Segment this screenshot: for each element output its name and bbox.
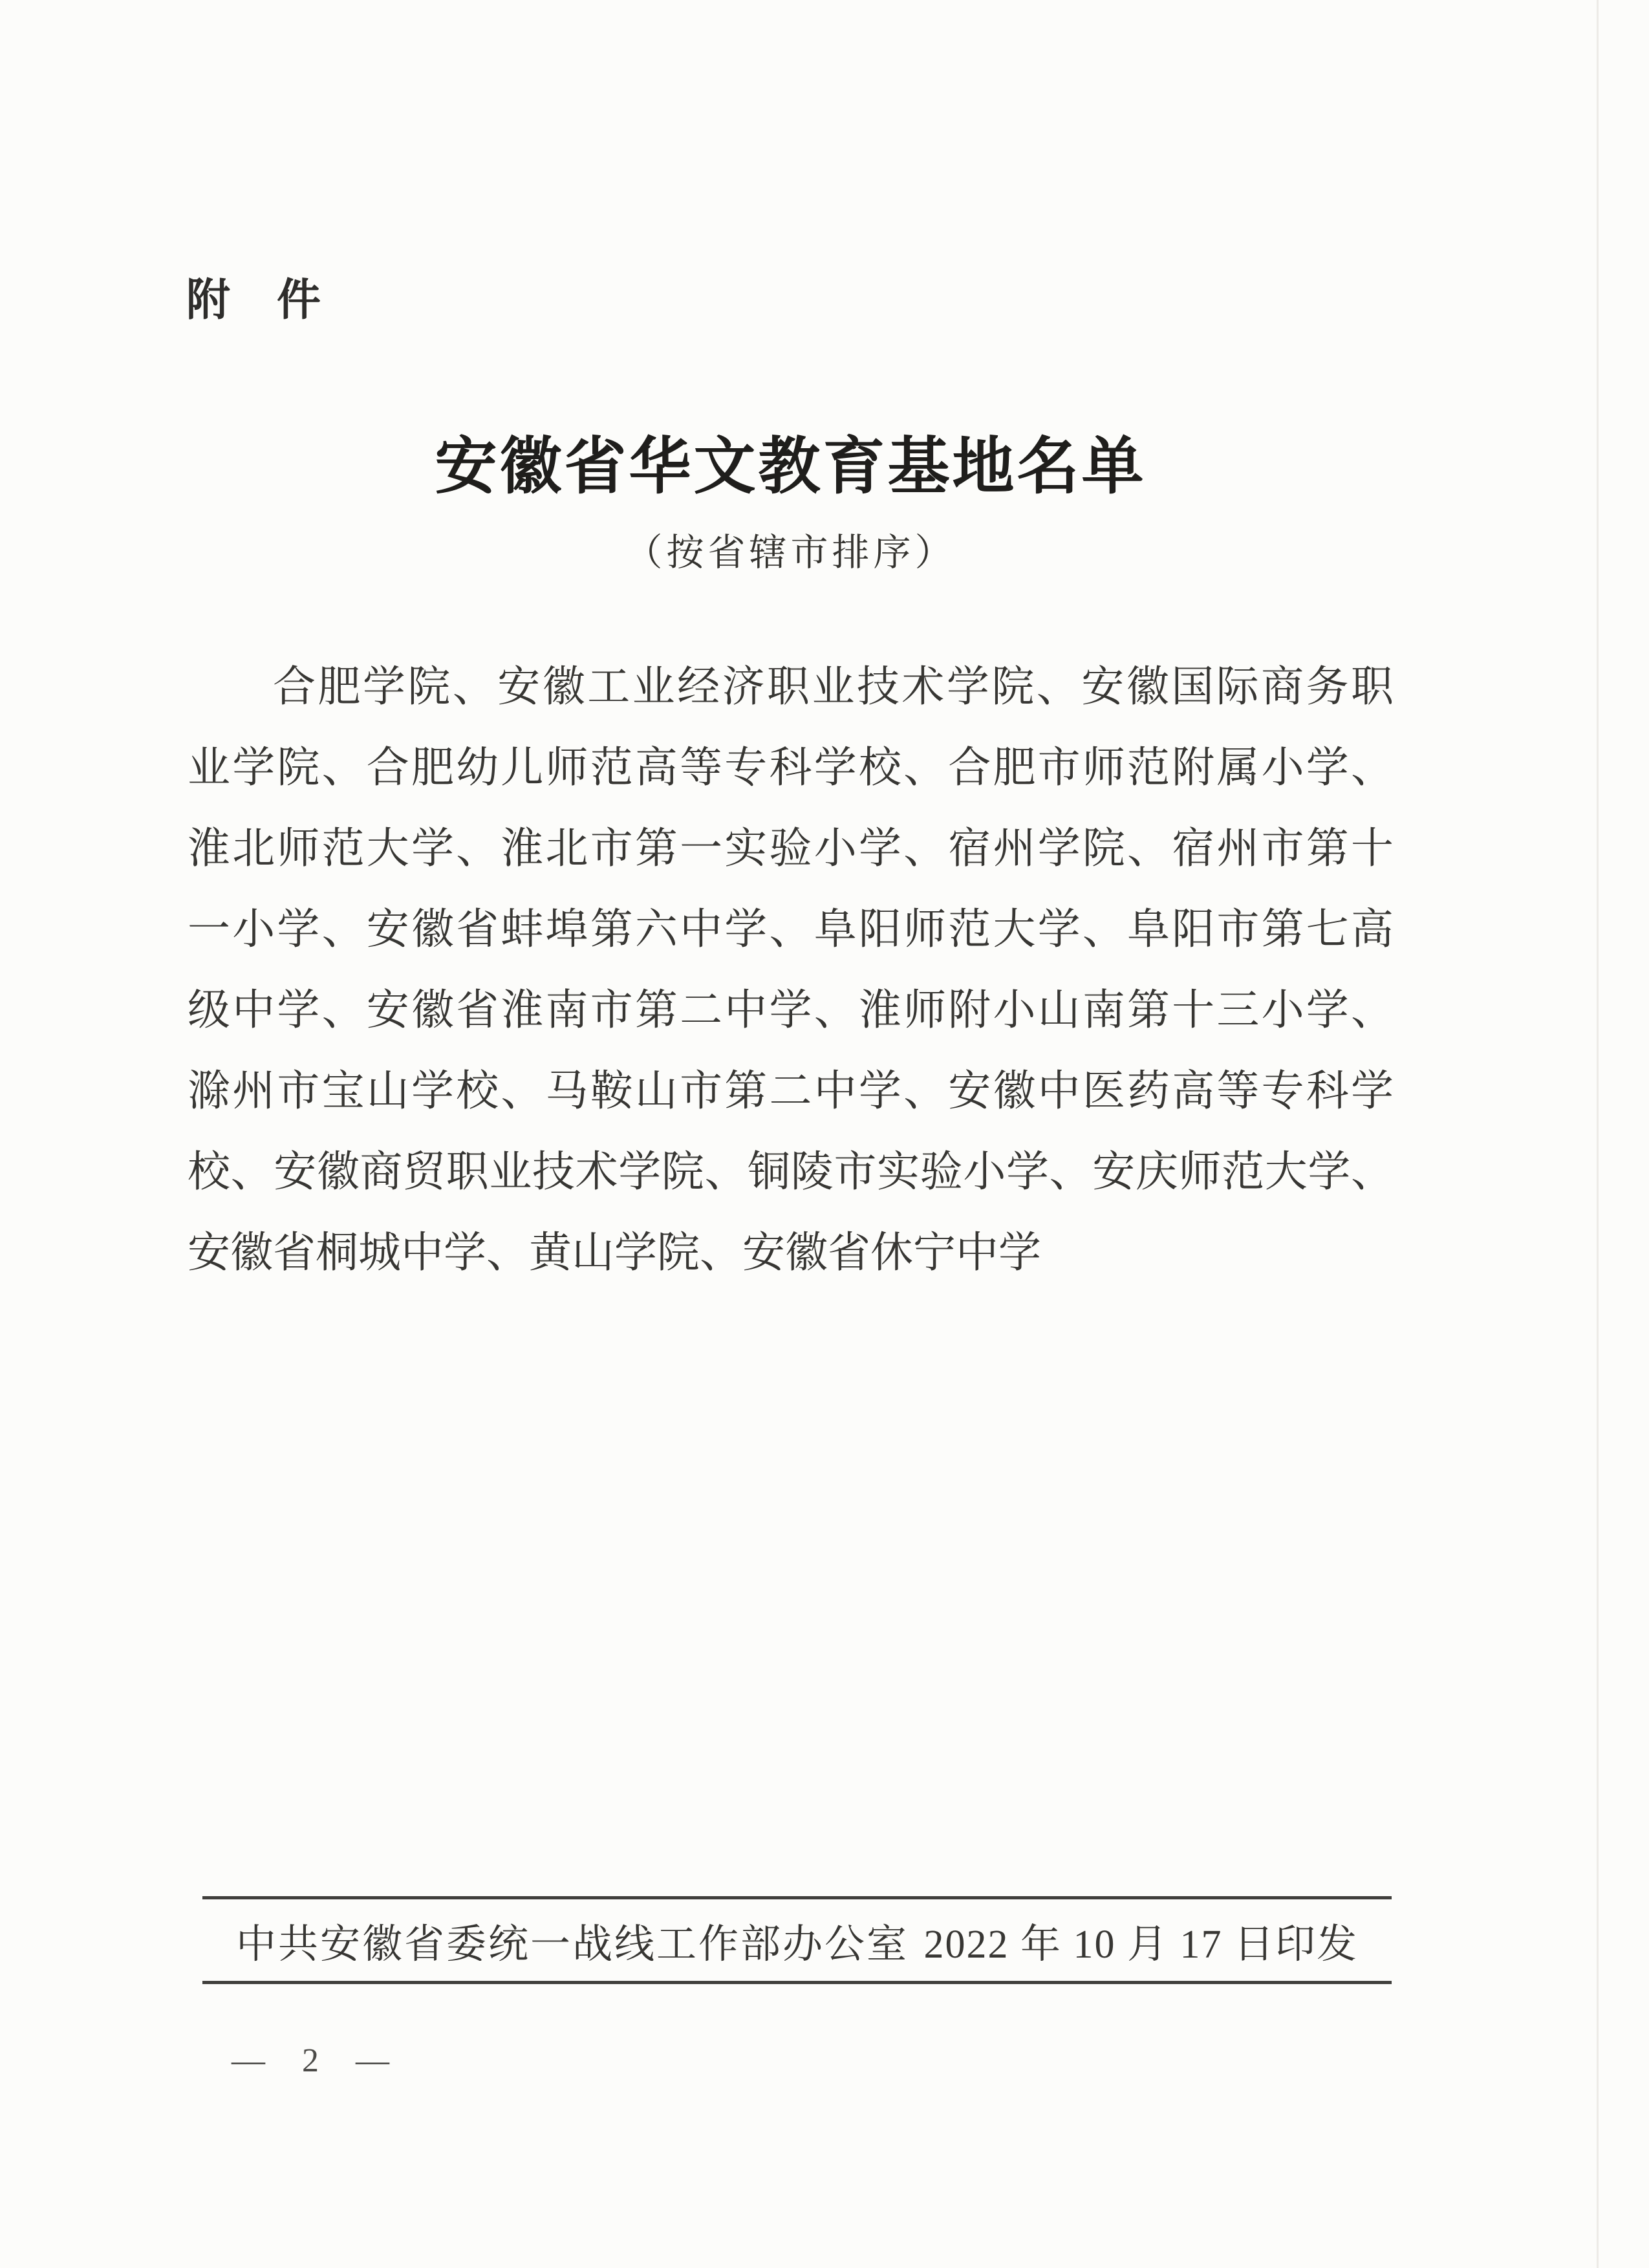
body-line: 校、安徽商贸职业技术学院、铜陵市实验小学、安庆师范大学、 (188, 1149, 1394, 1196)
body-line: 级中学、安徽省淮南市第二中学、淮师附小山南第十三小学、 (188, 987, 1394, 1034)
body-line: 合肥学院、安徽工业经济职业技术学院、安徽国际商务职 (273, 664, 1394, 711)
body-line: 淮北师范大学、淮北市第一实验小学、宿州学院、宿州市第十 (188, 825, 1394, 872)
body-line: 业学院、合肥幼儿师范高等专科学校、合肥市师范附属小学、 (188, 744, 1394, 792)
body-line: 安徽省桐城中学、黄山学院、安徽省休宁中学 (188, 1229, 1041, 1277)
document-subtitle: （按省辖市排序） (625, 532, 956, 574)
footer-issuer: 中共安徽省委统一战线工作部办公室 (236, 1922, 909, 1967)
page-number: — 2 — (232, 2042, 404, 2079)
footer-print-date: 2022 年 10 月 17 日印发 (923, 1922, 1358, 1967)
attachment-label: 附 件 (186, 275, 323, 325)
body-paragraph (188, 647, 1394, 1293)
body-line: 滁州市宝山学校、马鞍山市第二中学、安徽中医药高等专科学 (188, 1068, 1394, 1115)
issuance-footer (202, 1896, 1392, 1984)
body-line: 一小学、安徽省蚌埠第六中学、阜阳师范大学、阜阳市第七高 (188, 906, 1394, 953)
document-title: 安徽省华文教育基地名单 (435, 432, 1147, 501)
scan-artifact-line (1597, 0, 1599, 2268)
